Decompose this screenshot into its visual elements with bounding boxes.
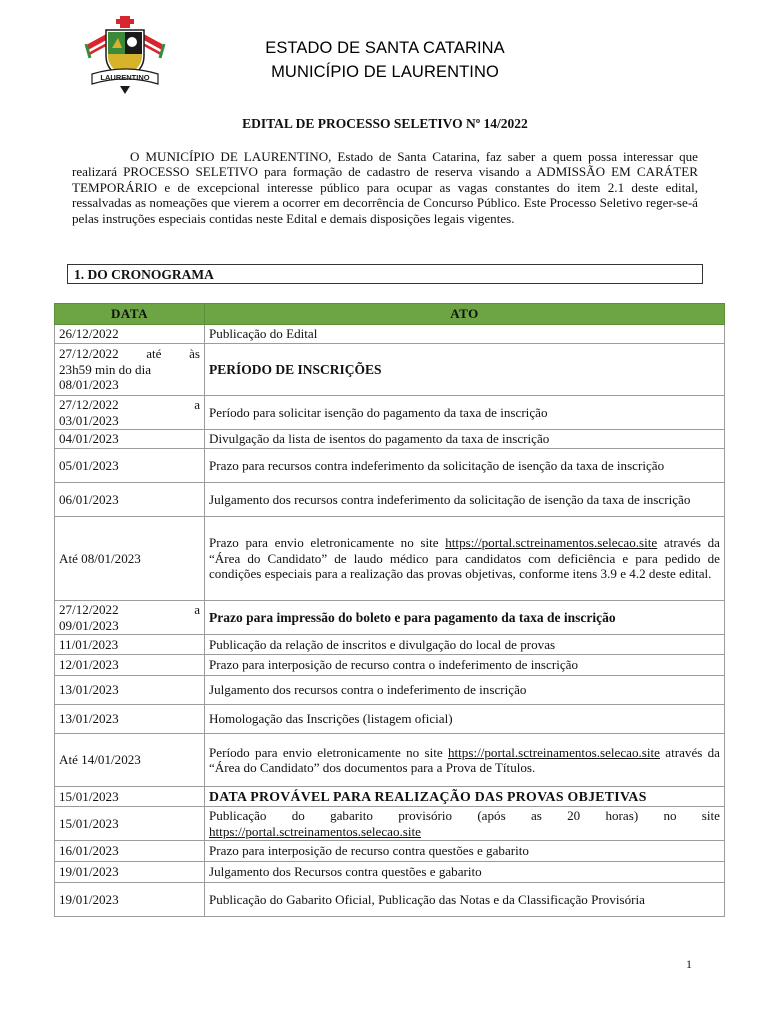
row-date <box>55 396 205 430</box>
date-end: 08/01/2023 <box>59 377 119 393</box>
row-date: 13/01/2023 <box>55 705 205 734</box>
table-row <box>55 841 725 862</box>
row-date: 16/01/2023 <box>55 841 205 862</box>
intro-paragraph <box>72 149 698 226</box>
row-date: 04/01/2023 <box>55 430 205 449</box>
row-date: 19/01/2023 <box>55 883 205 917</box>
table-row <box>55 483 725 517</box>
date-connector: até <box>146 346 162 362</box>
row-date: 15/01/2023 <box>55 807 205 841</box>
row-date: 05/01/2023 <box>55 449 205 483</box>
date-connector: a <box>194 602 200 617</box>
act-text: Publicação do gabarito provisório (após as 20 horas) no site <box>209 808 720 823</box>
date-start: 27/12/2022 <box>59 346 119 362</box>
row-act: Período para solicitar isenção do pagamento da taxa de inscrição <box>205 396 725 430</box>
row-date <box>55 601 205 635</box>
section-heading-cronograma: 1. DO CRONOGRAMA <box>67 264 703 284</box>
row-act: Divulgação da lista de isentos do pagamento da taxa de inscrição <box>205 430 725 449</box>
row-act <box>205 517 725 601</box>
row-act: Julgamento dos recursos contra o indeferimento de inscrição <box>205 676 725 705</box>
municipality-name: MUNICÍPIO DE LAURENTINO <box>271 63 499 81</box>
date-end: 03/01/2023 <box>59 412 119 428</box>
schedule-table <box>54 303 725 917</box>
portal-link[interactable]: https://portal.sctreinamentos.selecao.site <box>447 744 660 760</box>
row-act: Homologação das Inscrições (listagem oficial) <box>205 705 725 734</box>
row-act: Prazo para recursos contra indeferimento da solicitação de isenção da taxa de inscrição <box>205 449 725 483</box>
row-act <box>205 734 725 787</box>
table-row <box>55 676 725 705</box>
table-row <box>55 601 725 635</box>
table-row <box>55 883 725 917</box>
table-row <box>55 787 725 807</box>
date-time: 23h59 min do dia <box>59 361 152 377</box>
column-header-act: ATO <box>205 304 725 325</box>
row-act: Julgamento dos Recursos contra questões e gabarito <box>205 862 725 883</box>
table-row <box>55 734 725 787</box>
row-act: Publicação da relação de inscritos e divulgação do local de provas <box>205 635 725 655</box>
row-date <box>55 344 205 396</box>
row-act: Prazo para interposição de recurso contra o indeferimento de inscrição <box>205 655 725 676</box>
portal-link[interactable]: https://portal.sctreinamentos.selecao.site <box>445 535 658 551</box>
edital-title: EDITAL DE PROCESSO SELETIVO Nº 14/2022 <box>242 116 528 131</box>
act-text: Período para envio eletronicamente no site <box>209 744 448 760</box>
date-connector: a <box>194 397 200 412</box>
table-row <box>55 344 725 396</box>
table-row <box>55 635 725 655</box>
row-date: Até 14/01/2023 <box>55 734 205 787</box>
row-act: DATA PROVÁVEL PARA REALIZAÇÃO DAS PROVAS OBJETIVAS <box>205 787 725 807</box>
intro-text: O MUNICÍPIO DE LAURENTINO, Estado de Santa Catarina, faz saber a quem possa interessar que realizará PROCESSO SELETIVO para formação de cadastro de reserva visando a ADMISSÃO EM CARÁTER TEMPORÁRIO e de excepcional interesse público para ocupar as vagas constantes do item 2.1 deste edital, ressalvadas as nomeações que vierem a ocorrer em decorrência de Concurso Público. Este Processo Seletivo reger-se-á pelas instruções especiais contidas neste Edital e demais disposições legais vigentes. <box>72 149 698 226</box>
row-act: PERÍODO DE INSCRIÇÕES <box>205 344 725 396</box>
row-date: Até 08/01/2023 <box>55 517 205 601</box>
state-name: ESTADO DE SANTA CATARINA <box>265 39 505 57</box>
row-act: Prazo para impressão do boleto e para pagamento da taxa de inscrição <box>205 601 725 635</box>
column-header-date: DATA <box>55 304 205 325</box>
row-date: 19/01/2023 <box>55 862 205 883</box>
crest-ribbon-text: LAURENTINO <box>100 73 150 82</box>
table-row <box>55 655 725 676</box>
row-act: Publicação do Edital <box>205 325 725 344</box>
municipal-crest-logo <box>82 14 168 96</box>
act-text: através da “Área do Candidato” de laudo médico para candidatos com deficiência e para pedido de condições especiais para a realização das provas objetivas, conforme itens 3.9 e 4.2 deste edital. <box>209 535 720 582</box>
portal-link[interactable]: https://portal.sctreinamentos.selecao.site <box>209 823 421 839</box>
table-row <box>55 325 725 344</box>
row-date: 12/01/2023 <box>55 655 205 676</box>
act-text: através da “Área do Candidato” dos documentos para a Prova de Títulos. <box>209 744 720 775</box>
date-start: 27/12/2022 <box>59 397 119 412</box>
row-date: 26/12/2022 <box>55 325 205 344</box>
row-act: Julgamento dos recursos contra indeferimento da solicitação de isenção da taxa de inscrição <box>205 483 725 517</box>
table-row <box>55 517 725 601</box>
table-row <box>55 449 725 483</box>
table-row <box>55 430 725 449</box>
table-row <box>55 396 725 430</box>
header-title <box>200 36 570 84</box>
row-date: 15/01/2023 <box>55 787 205 807</box>
date-connector: às <box>189 346 200 362</box>
table-row <box>55 705 725 734</box>
row-date: 13/01/2023 <box>55 676 205 705</box>
date-start: 27/12/2022 <box>59 602 119 617</box>
table-row <box>55 807 725 841</box>
table-row <box>55 862 725 883</box>
act-text: Prazo para envio eletronicamente no site <box>209 535 446 551</box>
row-date: 11/01/2023 <box>55 635 205 655</box>
date-end: 09/01/2023 <box>59 617 119 633</box>
table-header-row <box>55 304 725 325</box>
row-act: Prazo para interposição de recurso contra questões e gabarito <box>205 841 725 862</box>
page-number: 1 <box>686 957 692 971</box>
row-act: Publicação do Gabarito Oficial, Publicação das Notas e da Classificação Provisória <box>205 883 725 917</box>
row-date: 06/01/2023 <box>55 483 205 517</box>
row-act <box>205 807 725 841</box>
